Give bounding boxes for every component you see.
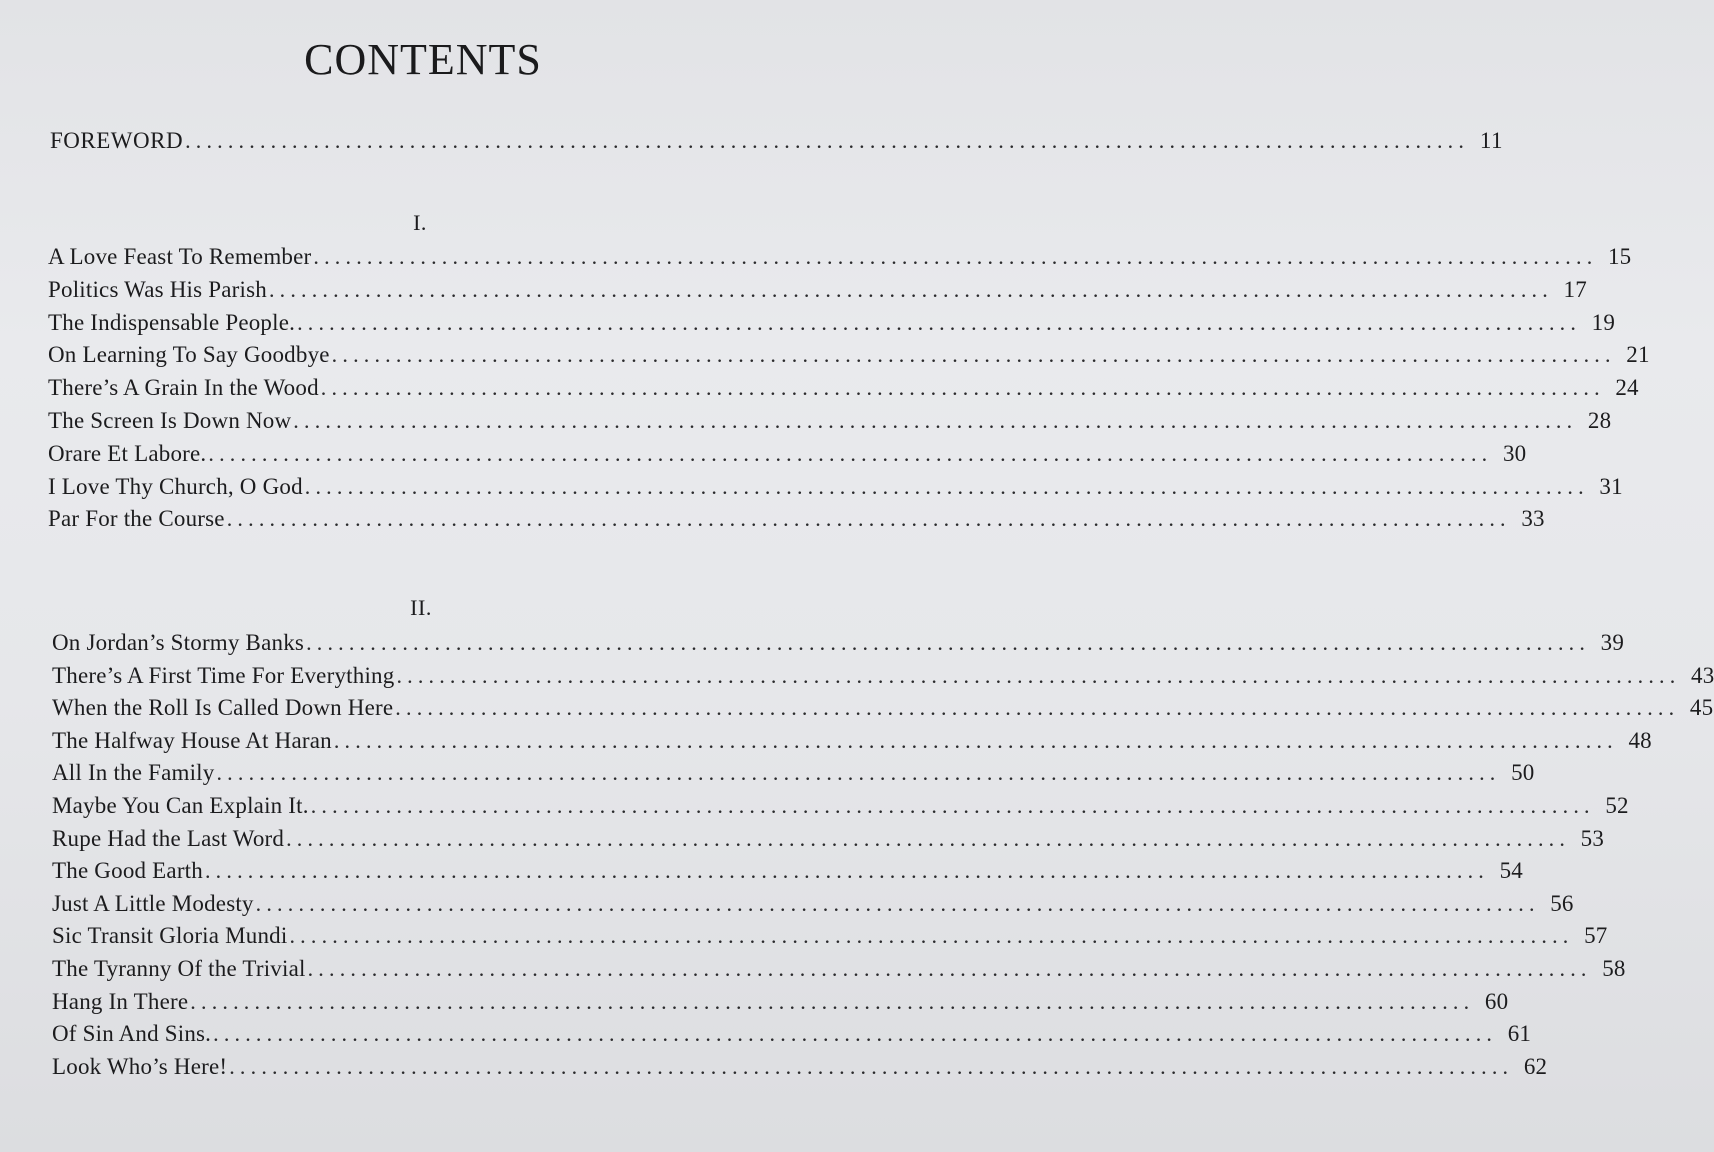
toc-entry	[48, 340, 1650, 373]
entry-page-number: 50	[1511, 760, 1535, 786]
dot-leader: ........................................................................................................................	[213, 1021, 1498, 1047]
entry-label: A Love Feast To Remember	[48, 244, 312, 269]
dot-leader: ........................................................................................................................	[185, 128, 1470, 153]
toc-entry	[48, 275, 1587, 308]
entry-page-number: 58	[1602, 955, 1626, 981]
entry-label: Of Sin And Sins.	[52, 1021, 212, 1047]
toc-entry	[50, 126, 1504, 159]
entry-page-number: 56	[1550, 890, 1574, 916]
page-title: CONTENTS	[304, 35, 542, 84]
toc-entry	[48, 504, 1545, 537]
toc-entry	[52, 661, 1714, 694]
toc-entry	[48, 308, 1616, 341]
entry-page-number: 17	[1563, 276, 1587, 302]
entry-label: There’s A First Time For Everything	[52, 662, 395, 688]
foreword-entry	[50, 126, 1504, 159]
entry-label: The Halfway House At Haran	[52, 727, 332, 753]
entry-page-number: 39	[1600, 630, 1625, 655]
entry-label: Par For the Course	[48, 506, 225, 532]
toc-entry	[52, 693, 1714, 726]
section-numeral: II.	[410, 595, 432, 620]
entry-label: On Jordan’s Stormy Banks	[52, 630, 305, 655]
toc-entry	[48, 373, 1639, 406]
toc-entry	[52, 987, 1509, 1020]
dot-leader: ........................................................................................................................	[331, 342, 1616, 368]
entry-label: The Indispensable People.	[48, 309, 296, 335]
toc-entry	[52, 824, 1605, 857]
toc-entry	[48, 439, 1527, 472]
toc-entry	[52, 954, 1626, 987]
entry-page-number: 30	[1502, 440, 1527, 466]
entry-page-number: 15	[1607, 244, 1632, 269]
dot-leader: ........................................................................................................................	[208, 440, 1493, 466]
dot-leader: ........................................................................................................................	[306, 630, 1591, 655]
toc-entry	[52, 628, 1625, 661]
dot-leader: ........................................................................................................................	[255, 890, 1540, 916]
entry-page-number: 21	[1626, 342, 1650, 368]
entry-label: There’s A Grain In the Wood	[48, 375, 319, 401]
toc-entry	[52, 1052, 1548, 1085]
toc-entry	[48, 406, 1612, 439]
toc-entry	[52, 758, 1535, 791]
section-1	[48, 210, 1650, 537]
entry-page-number: 11	[1479, 128, 1504, 153]
entry-page-number: 60	[1484, 988, 1509, 1014]
toc-entry	[52, 921, 1608, 954]
entry-page-number: 52	[1605, 792, 1629, 818]
dot-leader: ........................................................................................................................	[286, 825, 1571, 851]
entry-label: Rupe Had the Last Word	[52, 825, 285, 851]
dot-leader: ........................................................................................................................	[310, 792, 1595, 818]
entry-label: Sic Transit Gloria Mundi	[52, 923, 288, 949]
entry-label: Hang In There	[52, 988, 189, 1014]
entry-page-number: 57	[1584, 923, 1608, 949]
toc-entry	[52, 726, 1652, 759]
toc-entry	[48, 242, 1632, 275]
entry-page-number: 43	[1691, 662, 1714, 688]
entry-label: On Learning To Say Goodbye	[48, 342, 330, 368]
section-2	[52, 595, 1714, 1084]
dot-leader: ........................................................................................................................	[226, 506, 1511, 532]
dot-leader: ........................................................................................................................	[304, 473, 1589, 499]
dot-leader: ........................................................................................................................	[320, 375, 1605, 401]
entry-page-number: 33	[1521, 506, 1545, 532]
dot-leader: ........................................................................................................................	[313, 244, 1598, 269]
dot-leader: ........................................................................................................................	[289, 923, 1574, 949]
toc-entry	[52, 889, 1574, 922]
toc-entry	[52, 1019, 1532, 1052]
dot-leader: ........................................................................................................................	[297, 309, 1582, 335]
entry-page-number: 45	[1689, 695, 1714, 721]
toc-entry	[52, 856, 1523, 889]
dot-leader: ........................................................................................................................	[333, 727, 1618, 753]
dot-leader: ........................................................................................................................	[204, 858, 1489, 884]
dot-leader: ........................................................................................................................	[216, 760, 1501, 786]
entry-page-number: 31	[1599, 473, 1623, 499]
toc-entry	[48, 472, 1623, 505]
entry-page-number: 19	[1591, 309, 1616, 335]
entry-label: The Good Earth	[52, 858, 203, 884]
entry-label: FOREWORD	[50, 128, 184, 153]
entry-label: The Screen Is Down Now	[48, 407, 292, 433]
dot-leader: ........................................................................................................................	[229, 1053, 1514, 1079]
dot-leader: ........................................................................................................................	[307, 955, 1592, 981]
entry-page-number: 53	[1580, 825, 1605, 851]
section-numeral: I.	[413, 210, 427, 235]
toc-entry	[52, 791, 1629, 824]
dot-leader: ........................................................................................................................	[396, 662, 1681, 688]
dot-leader: ........................................................................................................................	[293, 407, 1578, 433]
entry-label: Look Who’s Here!	[52, 1053, 228, 1079]
entry-label: All In the Family	[52, 760, 215, 786]
entry-page-number: 48	[1628, 727, 1652, 753]
section-entry-list	[48, 242, 1650, 537]
dot-leader: ........................................................................................................................	[395, 695, 1680, 721]
entry-page-number: 24	[1615, 375, 1639, 401]
entry-label: I Love Thy Church, O God	[48, 473, 303, 499]
entry-label: When the Roll Is Called Down Here	[52, 695, 394, 721]
entry-label: Just A Little Modesty	[52, 890, 254, 916]
section-entry-list	[52, 628, 1714, 1084]
entry-page-number: 54	[1499, 858, 1523, 884]
entry-label: Maybe You Can Explain It.	[52, 792, 309, 818]
entry-page-number: 28	[1587, 407, 1612, 433]
dot-leader: ........................................................................................................................	[190, 988, 1475, 1014]
entry-page-number: 62	[1523, 1053, 1548, 1079]
entry-label: Politics Was His Parish	[48, 276, 267, 302]
entry-page-number: 61	[1507, 1021, 1532, 1047]
dot-leader: ........................................................................................................................	[268, 276, 1553, 302]
entry-label: The Tyranny Of the Trivial	[52, 955, 306, 981]
entry-label: Orare Et Labore.	[48, 440, 207, 466]
